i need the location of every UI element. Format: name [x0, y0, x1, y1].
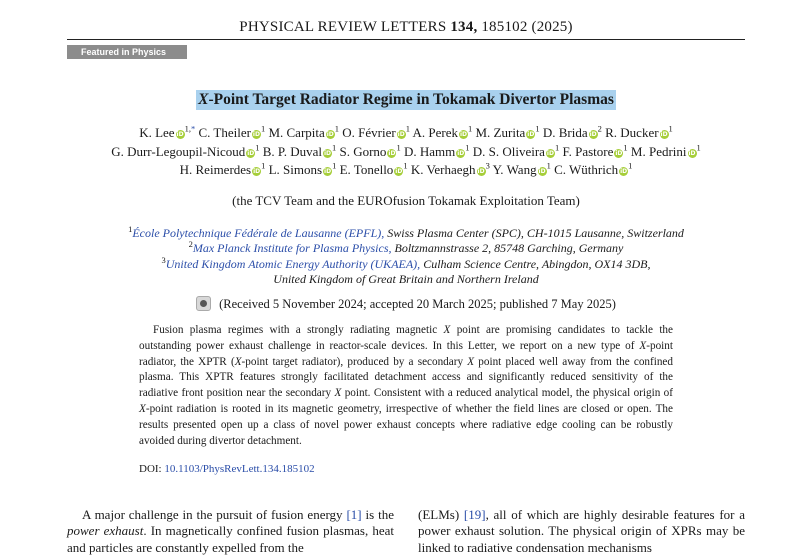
paper-title: X-Point Target Radiator Regime in Tokamak Divertor Plasmas [198, 91, 614, 108]
affiliation-marker: 1 [405, 123, 410, 134]
orcid-icon[interactable]: iD [660, 131, 668, 138]
orcid-icon[interactable]: iD [459, 131, 468, 138]
author-name[interactable]: A. Perek [412, 125, 458, 140]
affiliation-marker: 1 [535, 123, 540, 134]
doi-label: DOI: [139, 463, 162, 475]
author-name[interactable]: O. Février [342, 125, 396, 140]
orcid-icon[interactable]: iD [326, 131, 334, 138]
author [605, 125, 673, 140]
affiliation-marker: 1 [668, 123, 673, 134]
affiliation-marker: 1 [334, 123, 340, 134]
affiliation-marker: 1 [696, 142, 701, 153]
orcid-icon[interactable]: iD [388, 149, 396, 157]
affiliation-marker: 1 [465, 142, 470, 153]
affiliation-3-cont: United Kingdom of Great Britain and Northern Ireland [273, 271, 539, 286]
affiliation-marker: 1 [554, 142, 560, 153]
orcid-icon[interactable]: iD [615, 149, 623, 157]
author-name[interactable]: F. Pastore [562, 143, 614, 159]
orcid-icon[interactable]: iD [324, 168, 332, 175]
doi-link[interactable]: 10.1103/PhysRevLett.134.185102 [164, 463, 315, 475]
author [268, 125, 339, 140]
orcid-icon[interactable]: iD [688, 149, 696, 157]
author-name[interactable]: C. Theiler [198, 125, 251, 140]
author-name[interactable]: H. Reimerdes [179, 162, 252, 177]
author-name[interactable]: L. Simons [268, 162, 323, 177]
affiliation-marker: 1 [331, 142, 337, 153]
author [339, 144, 400, 159]
author [342, 125, 410, 140]
author-name[interactable]: S. Gorno [339, 143, 387, 159]
orcid-icon[interactable]: iD [538, 168, 546, 175]
author-name[interactable]: D. Brida [542, 125, 588, 140]
author [269, 162, 337, 177]
author [476, 125, 540, 140]
affiliation-marker: 1 [623, 142, 628, 153]
author [404, 144, 470, 159]
affiliation-link[interactable]: Max Planck Institute for Plasma Physics, [192, 241, 392, 256]
author [493, 162, 551, 177]
body-paragraph: (ELMs) [19], all of which are highly desirable features for a power exhaust solution. The physical origin of XPRs may be linked to radiative condensation mechanisms [418, 507, 745, 555]
affiliation-marker: 1,* [184, 123, 196, 134]
affiliation-marker: 2 [597, 123, 602, 134]
body-column-left [67, 507, 394, 556]
author-name[interactable]: G. Durr-Legoupil-Nicoud [111, 143, 246, 159]
affiliation-marker: 1 [255, 142, 260, 153]
orcid-icon[interactable]: iD [477, 168, 485, 175]
orcid-icon[interactable]: iD [176, 131, 184, 138]
header-rule [67, 39, 745, 40]
affiliation-marker: 1 [628, 160, 633, 171]
doi [139, 463, 315, 475]
author [473, 144, 559, 159]
author [543, 125, 602, 140]
orcid-icon[interactable]: iD [457, 149, 465, 157]
affiliation-marker: 1 [260, 123, 266, 134]
author-name[interactable]: M. Pedrini [630, 143, 687, 159]
affiliation-marker: 3 [485, 160, 490, 171]
author [111, 144, 259, 159]
journal-name: PHYSICAL REVIEW LETTERS [239, 19, 447, 35]
received-dates: (Received 5 November 2024; accepted 20 March 2025; published 7 May 2025) [0, 296, 812, 312]
author [139, 125, 195, 140]
journal-volume: 134, [450, 19, 478, 35]
affiliation-marker: 1 [396, 142, 401, 153]
author [631, 144, 701, 159]
orcid-icon[interactable]: iD [589, 131, 597, 138]
title-block [0, 90, 812, 110]
author-name[interactable]: M. Zurita [475, 125, 526, 140]
author-name[interactable]: B. P. Duval [262, 143, 322, 159]
affiliation-marker: 1 [332, 160, 337, 171]
author-list [60, 124, 752, 180]
collaboration: (the TCV Team and the EUROfusion Tokamak Exploitation Team) [232, 193, 580, 208]
article-number: 185102 (2025) [481, 19, 573, 35]
author [180, 162, 266, 177]
author [554, 162, 632, 177]
orcid-icon[interactable]: iD [252, 131, 260, 138]
orcid-icon[interactable]: iD [253, 168, 261, 175]
author-name[interactable]: D. S. Oliveira [472, 143, 545, 159]
affiliation-marker: 1 [403, 160, 408, 171]
author [198, 125, 265, 140]
author [263, 144, 336, 159]
crossmark-icon[interactable] [196, 296, 211, 311]
affiliation-marker: 1 [468, 123, 473, 134]
author-name[interactable]: E. Tonello [339, 162, 394, 177]
affiliation-marker: 1 [546, 160, 551, 171]
orcid-icon[interactable]: iD [395, 168, 403, 175]
author-name[interactable]: C. Wüthrich [554, 162, 619, 177]
abstract-text: Fusion plasma regimes with a strongly radiating magnetic X point are promising candidates to tackle the outstanding power exhaust challenge in reactor-scale devices. In this Letter, we report on a new type of X-point radiator, the XPTR (X-point target radiator), produced by a secondary X point placed well away from the confined plasma. This XPTR features strongly facilitated detachment access and significantly reduced sensitivity of the radiative front position near the secondary X point. Consistent with a reduced analytical model, the physical origin of X-point radiation is rooted in its magnetic geometry, irrespective of whether the field lines are closed or open. The results presented open up a class of novel power exhaust concepts where radiative edge cooling can be robustly avoided during divertor detachment. [139, 324, 673, 447]
author [562, 144, 627, 159]
journal-header [0, 19, 812, 36]
affiliation-2: $^2$Max Planck Institute for Plasma Physics, Boltzmannstrasse 2, 85748 Garching, Germany [188, 239, 624, 256]
affiliation-3: $^3$United Kingdom Atomic Energy Authority (UKAEA), Culham Science Centre, Abingdon, OX14 3DB, [161, 254, 651, 271]
author-name[interactable]: K. Verhaegh [410, 162, 476, 177]
orcid-icon[interactable]: iD [323, 149, 331, 157]
affiliation-marker: 1 [261, 160, 266, 171]
body-paragraph: A major challenge in the pursuit of fusion energy [1] is the power exhaust. In magnetically confined fusion plasmas, heat and particles are constantly expelled from the [67, 507, 394, 555]
citation-link[interactable]: [19] [463, 507, 486, 522]
citation-link[interactable]: [1] [346, 507, 362, 522]
affiliation-1: $^1$École Polytechnique Fédérale de Lausanne (EPFL), Swiss Plasma Center (SPC), CH-1015 Lausanne, Switzerland [128, 224, 684, 240]
author-name[interactable]: K. Lee [139, 125, 175, 140]
orcid-icon[interactable]: iD [527, 131, 535, 138]
affiliation-link[interactable]: United Kingdom Atomic Energy Authority (UKAEA), [165, 256, 421, 271]
body-column-right [418, 507, 745, 556]
affiliation-link[interactable]: École Polytechnique Fédérale de Lausanne (EPFL), [132, 226, 385, 240]
author-name[interactable]: R. Ducker [605, 125, 659, 140]
author [340, 162, 408, 177]
featured-badge[interactable]: Featured in Physics [67, 45, 187, 59]
author-name[interactable]: M. Carpita [268, 125, 325, 140]
author-name[interactable]: D. Hamm [403, 143, 456, 159]
abstract [139, 323, 673, 449]
author-name[interactable]: Y. Wang [492, 162, 537, 177]
affiliations [0, 226, 812, 287]
orcid-icon[interactable]: iD [247, 149, 255, 157]
orcid-icon[interactable]: iD [620, 168, 628, 175]
orcid-icon[interactable]: iD [546, 149, 554, 157]
author [413, 125, 473, 140]
orcid-icon[interactable]: iD [397, 131, 405, 138]
author [411, 162, 490, 177]
